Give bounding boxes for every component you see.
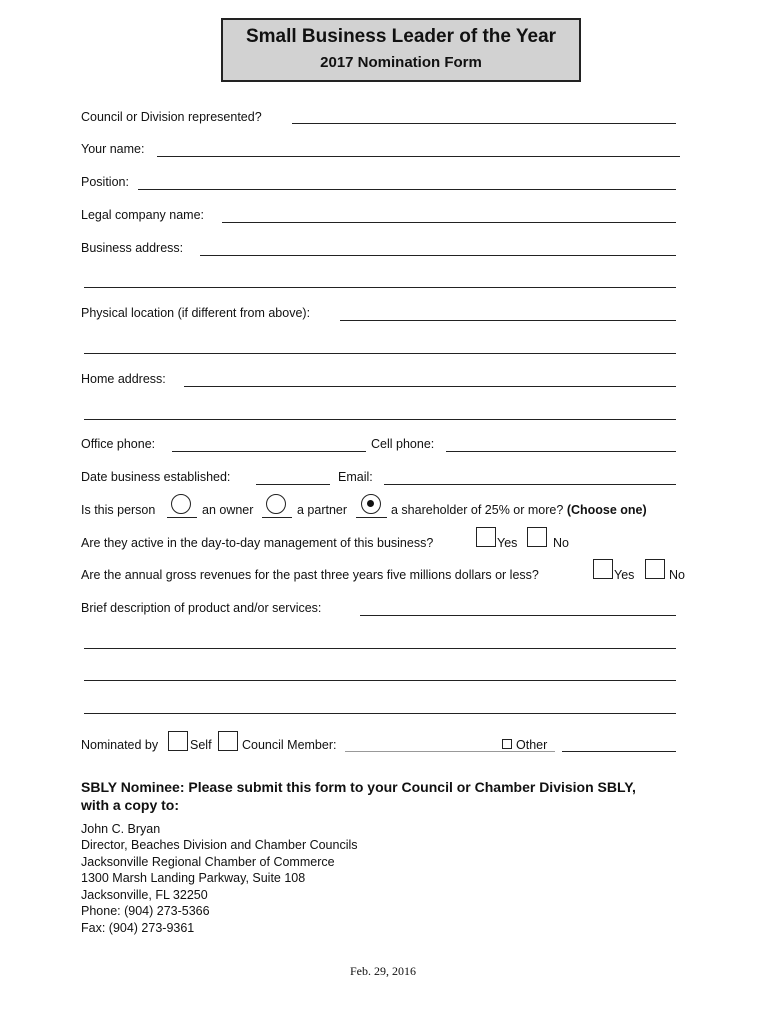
office-phone-field[interactable] bbox=[172, 451, 366, 452]
instructions-line-2: with a copy to: bbox=[81, 797, 179, 813]
description-field-4[interactable] bbox=[84, 713, 676, 714]
contact-phone: Phone: (904) 273-5366 bbox=[81, 904, 210, 918]
legal-company-field[interactable] bbox=[222, 222, 676, 223]
council-label: Council or Division represented? bbox=[81, 110, 262, 124]
nominated-label: Nominated by bbox=[81, 738, 159, 752]
nominated-council-checkbox[interactable] bbox=[218, 731, 238, 751]
revenue-yes-checkbox[interactable] bbox=[593, 559, 613, 579]
active-yes-label: Yes bbox=[497, 536, 518, 550]
partner-underline bbox=[262, 517, 292, 518]
owner-radio[interactable] bbox=[171, 494, 191, 514]
name-label: Your name: bbox=[81, 142, 145, 156]
business-address-field-2[interactable] bbox=[84, 287, 676, 288]
physical-location-field[interactable] bbox=[340, 320, 676, 321]
shareholder-text: a shareholder of 25% or more? bbox=[391, 503, 564, 517]
physical-location-field-2[interactable] bbox=[84, 353, 676, 354]
shareholder-underline bbox=[356, 517, 387, 518]
home-address-label: Home address: bbox=[81, 372, 166, 386]
office-phone-label: Office phone: bbox=[81, 437, 156, 451]
home-address-field[interactable] bbox=[184, 386, 676, 387]
home-address-field-2[interactable] bbox=[84, 419, 676, 420]
other-checkbox[interactable] bbox=[502, 739, 512, 749]
active-yes-checkbox[interactable] bbox=[476, 527, 496, 547]
revenue-no-label: No bbox=[669, 568, 685, 582]
description-field[interactable] bbox=[360, 615, 676, 616]
contact-title: Director, Beaches Division and Chamber Councils bbox=[81, 838, 358, 852]
description-field-2[interactable] bbox=[84, 648, 676, 649]
owner-underline bbox=[167, 517, 197, 518]
revenue-question: Are the annual gross revenues for the past three years five millions dollars or less? bbox=[81, 568, 539, 582]
ownership-prefix: Is this person bbox=[81, 503, 156, 517]
contact-org: Jacksonville Regional Chamber of Commerce bbox=[81, 855, 335, 869]
position-field[interactable] bbox=[138, 189, 676, 190]
contact-city: Jacksonville, FL 32250 bbox=[81, 888, 208, 902]
date-established-field[interactable] bbox=[256, 484, 330, 485]
business-address-field[interactable] bbox=[200, 255, 676, 256]
partner-label: a partner bbox=[297, 503, 348, 517]
form-title: Small Business Leader of the Year bbox=[245, 26, 557, 47]
other-field[interactable] bbox=[562, 751, 676, 752]
contact-street: 1300 Marsh Landing Parkway, Suite 108 bbox=[81, 871, 306, 885]
contact-fax: Fax: (904) 273-9361 bbox=[81, 921, 195, 935]
legal-company-label: Legal company name: bbox=[81, 208, 204, 222]
date-established-label: Date business established: bbox=[81, 470, 231, 484]
revenue-no-checkbox[interactable] bbox=[645, 559, 665, 579]
owner-label: an owner bbox=[202, 503, 254, 517]
contact-name: John C. Bryan bbox=[81, 822, 161, 836]
revenue-yes-label: Yes bbox=[614, 568, 635, 582]
nominated-self-checkbox[interactable] bbox=[168, 731, 188, 751]
active-no-checkbox[interactable] bbox=[527, 527, 547, 547]
email-label: Email: bbox=[338, 470, 373, 484]
active-question: Are they active in the day-to-day management of this business? bbox=[81, 536, 434, 550]
cell-phone-field[interactable] bbox=[446, 451, 676, 452]
form-subtitle: 2017 Nomination Form bbox=[320, 54, 482, 71]
position-label: Position: bbox=[81, 175, 129, 189]
shareholder-radio[interactable] bbox=[361, 494, 381, 514]
council-field[interactable] bbox=[292, 123, 676, 124]
email-field[interactable] bbox=[384, 484, 676, 485]
physical-location-label: Physical location (if different from above): bbox=[81, 306, 311, 320]
business-address-label: Business address: bbox=[81, 241, 184, 255]
description-label: Brief description of product and/or services: bbox=[81, 601, 322, 615]
nominated-other-label: Other bbox=[516, 738, 548, 752]
choose-one-text: (Choose one) bbox=[566, 503, 647, 517]
partner-radio[interactable] bbox=[266, 494, 286, 514]
nominated-other bbox=[502, 738, 547, 752]
form-title-box bbox=[221, 18, 581, 82]
cell-phone-label: Cell phone: bbox=[371, 437, 435, 451]
nominated-self-label: Self bbox=[190, 738, 212, 752]
active-no-label: No bbox=[553, 536, 569, 550]
shareholder-label bbox=[391, 503, 647, 517]
nominated-council-label: Council Member: bbox=[242, 738, 337, 752]
name-field[interactable] bbox=[157, 156, 680, 157]
footer-date: Feb. 29, 2016 bbox=[350, 964, 416, 978]
instructions-line-1: SBLY Nominee: Please submit this form to your Council or Chamber Division SBLY, bbox=[81, 779, 636, 795]
radio-selected-dot bbox=[367, 500, 374, 507]
description-field-3[interactable] bbox=[84, 680, 676, 681]
